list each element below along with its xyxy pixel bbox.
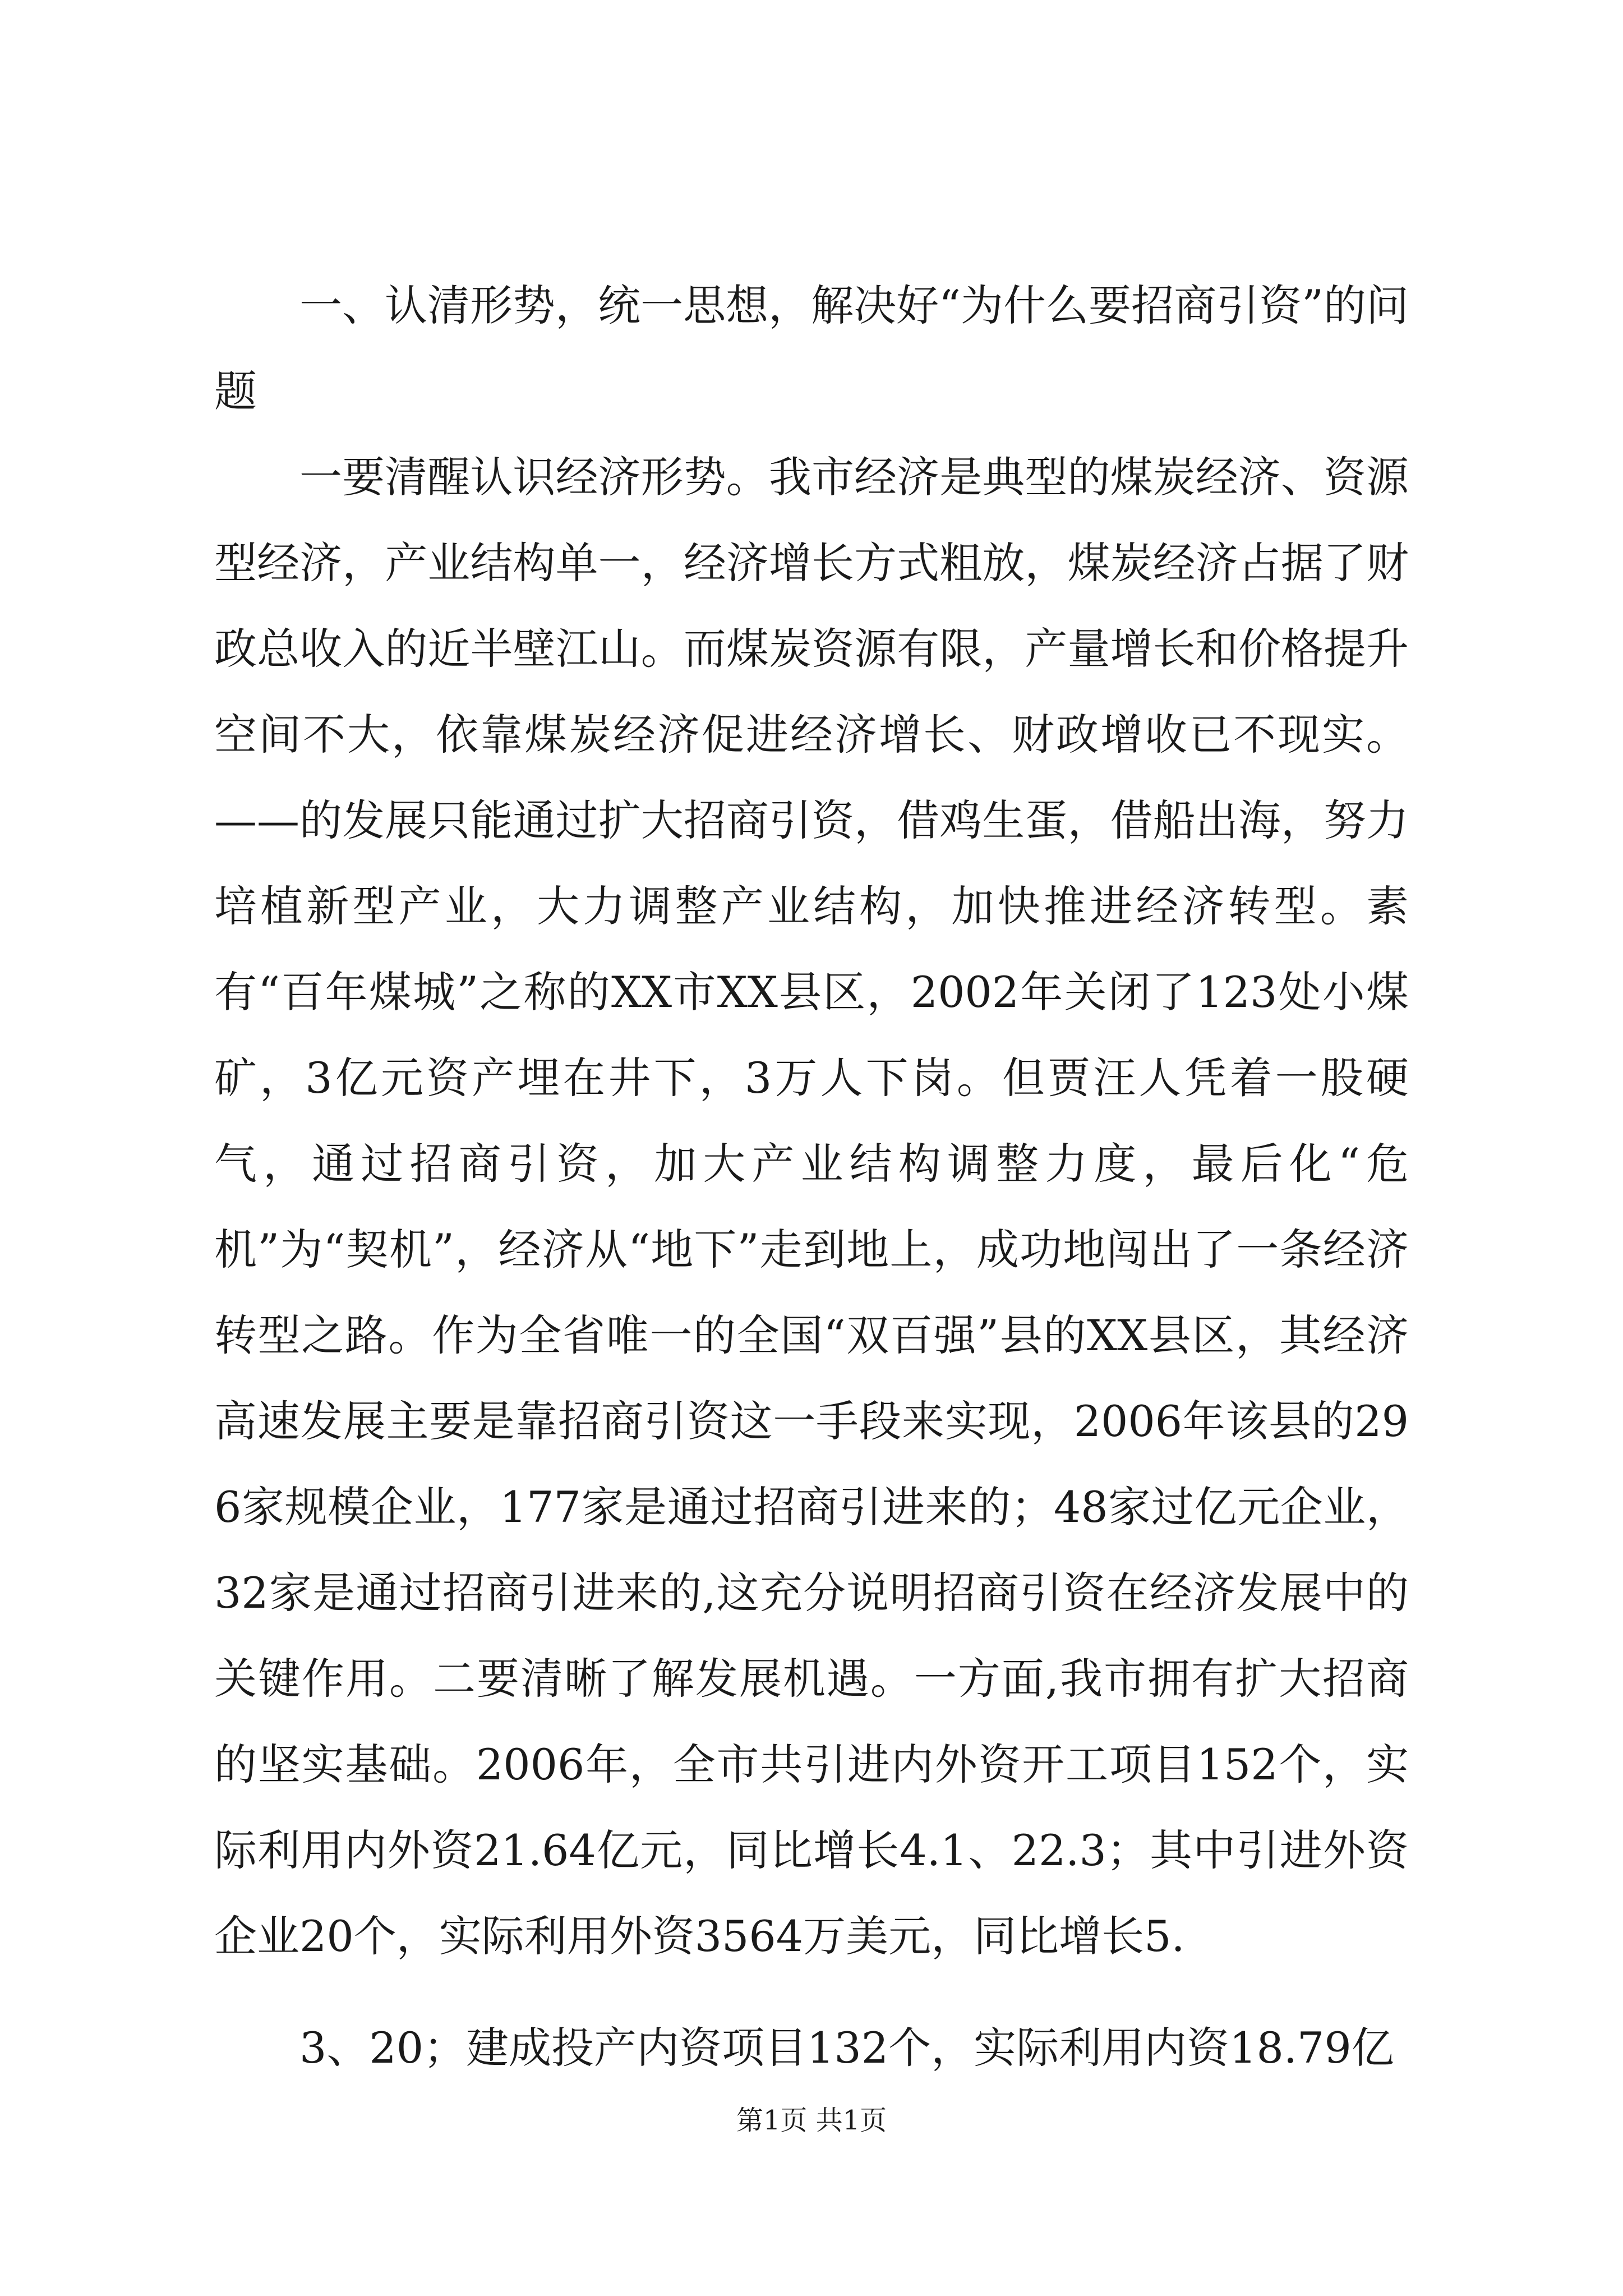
page-footer: 第1页 共1页 <box>736 2105 887 2136</box>
body-paragraph: 3、20；建成投产内资项目132个，实际利用内资18.79亿 <box>299 2023 1394 2073</box>
section-heading: 一、认清形势，统一思想，解决好“为什么要招商引资”的问题 <box>214 280 1409 416</box>
body-paragraph: 一要清醒认识经济形势。我市经济是典型的煤炭经济、资源型经济，产业结构单一，经济增长方式粗放，煤炭经济占据了财政总收入的近半壁江山。而煤炭资源有限，产量增长和价格提升空间不大，依靠煤炭经济促进经济增长、财政增收已不现实。——的发展只能通过扩大招商引资，借鸡生蛋，借船出海，努力培植新型产业，大力调整产业结构，加快推进经济转型。素有“百年煤城”之称的XX市XX县区，2002年关闭了123处小煤矿，3亿元资产埋在井下，3万人下岗。但贾汪人凭着一股硬气，通过招商引资，加大产业结构调整力度，最后化“危机”为“契机”，经济从“地下”走到地上，成功地闯出了一条经济转型之路。作为全省唯一的全国“双百强”县的XX县区，其经济高速发展主要是靠招商引资这一手段来实现，2006年该县的296家规模企业，177家是通过招商引进来的；48家过亿元企业，32家是通过招商引进来的,这充分说明招商引资在经济发展中的关键作用。二要清晰了解发展机遇。一方面,我市拥有扩大招商的坚实基础。2006年，全市共引进内外资开工项目152个，实际利用内外资21.64亿元，同比增长4.1、22.3；其中引进外资企业20个，实际利用外资3564万美元，同比增长5. <box>214 452 1409 1961</box>
document-body <box>214 263 1409 2091</box>
